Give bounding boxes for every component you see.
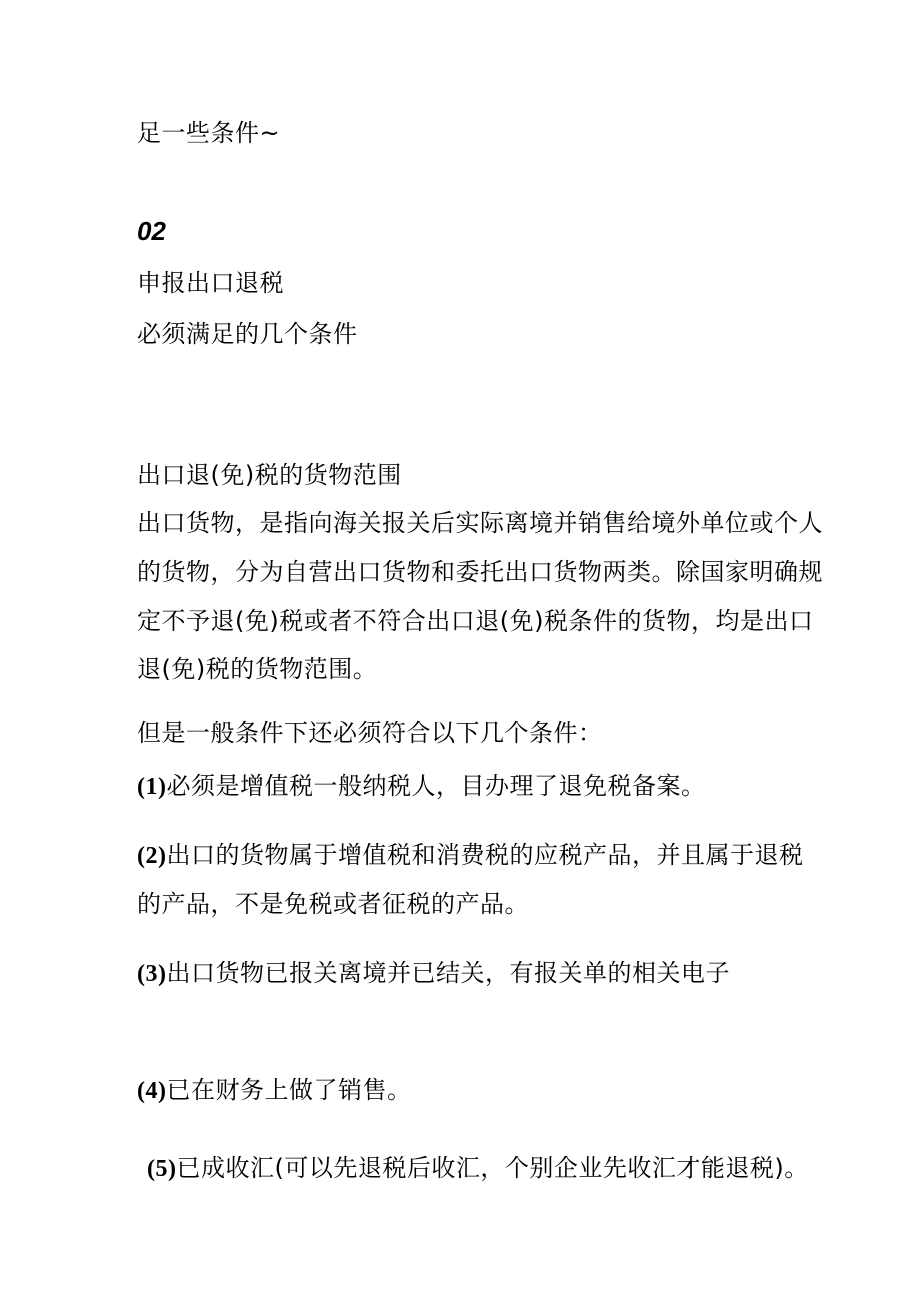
condition-item — [137, 958, 730, 989]
intro-fragment: 足一些条件~ — [137, 119, 281, 147]
section-title-line-2: 必须满足的几个条件 — [137, 320, 358, 348]
scope-heading: 出口退(免)税的货物范围 — [137, 461, 402, 489]
condition-item — [137, 840, 803, 871]
condition-text: 出口货物已报关离境并已结关，有报关单的相关电子 — [166, 959, 730, 987]
scope-paragraph-line: 出口货物，是指向海关报关后实际离境并销售给境外单位或个人 — [137, 509, 823, 537]
scope-paragraph-line: 退(免)税的货物范围。 — [137, 655, 378, 683]
condition-number: (1) — [137, 774, 167, 800]
condition-item — [137, 771, 705, 802]
condition-text: 出口的货物属于增值税和消费税的应税产品，并且属于退税 — [166, 841, 804, 869]
condition-text: 已在财务上做了销售。 — [166, 1076, 412, 1104]
condition-text: 已成收汇(可以先退税后收汇，个别企业先收汇才能退税)。 — [176, 1154, 809, 1182]
scope-paragraph-line: 定不予退(免)税或者不符合出口退(免)税条件的货物，均是出口 — [137, 607, 814, 635]
condition-item — [147, 1153, 809, 1184]
section-number: 02 — [137, 216, 166, 246]
section-title-line-1: 申报出口退税 — [137, 269, 284, 297]
condition-number: (4) — [137, 1078, 167, 1104]
condition-text: 必须是增值税一般纳税人，目办理了退免税备案。 — [166, 772, 706, 800]
condition-item-continuation — [137, 889, 529, 919]
condition-number: (5) — [147, 1156, 177, 1182]
condition-number: (3) — [137, 961, 167, 987]
conditions-intro: 但是一般条件下还必须符合以下几个条件： — [137, 719, 603, 747]
condition-item — [137, 1075, 411, 1106]
condition-text: 的产品，不是免税或者征税的产品。 — [137, 890, 529, 918]
condition-number: (2) — [137, 843, 167, 869]
scope-paragraph-line: 的货物，分为自营出口货物和委托出口货物两类。除国家明确规 — [137, 558, 823, 586]
